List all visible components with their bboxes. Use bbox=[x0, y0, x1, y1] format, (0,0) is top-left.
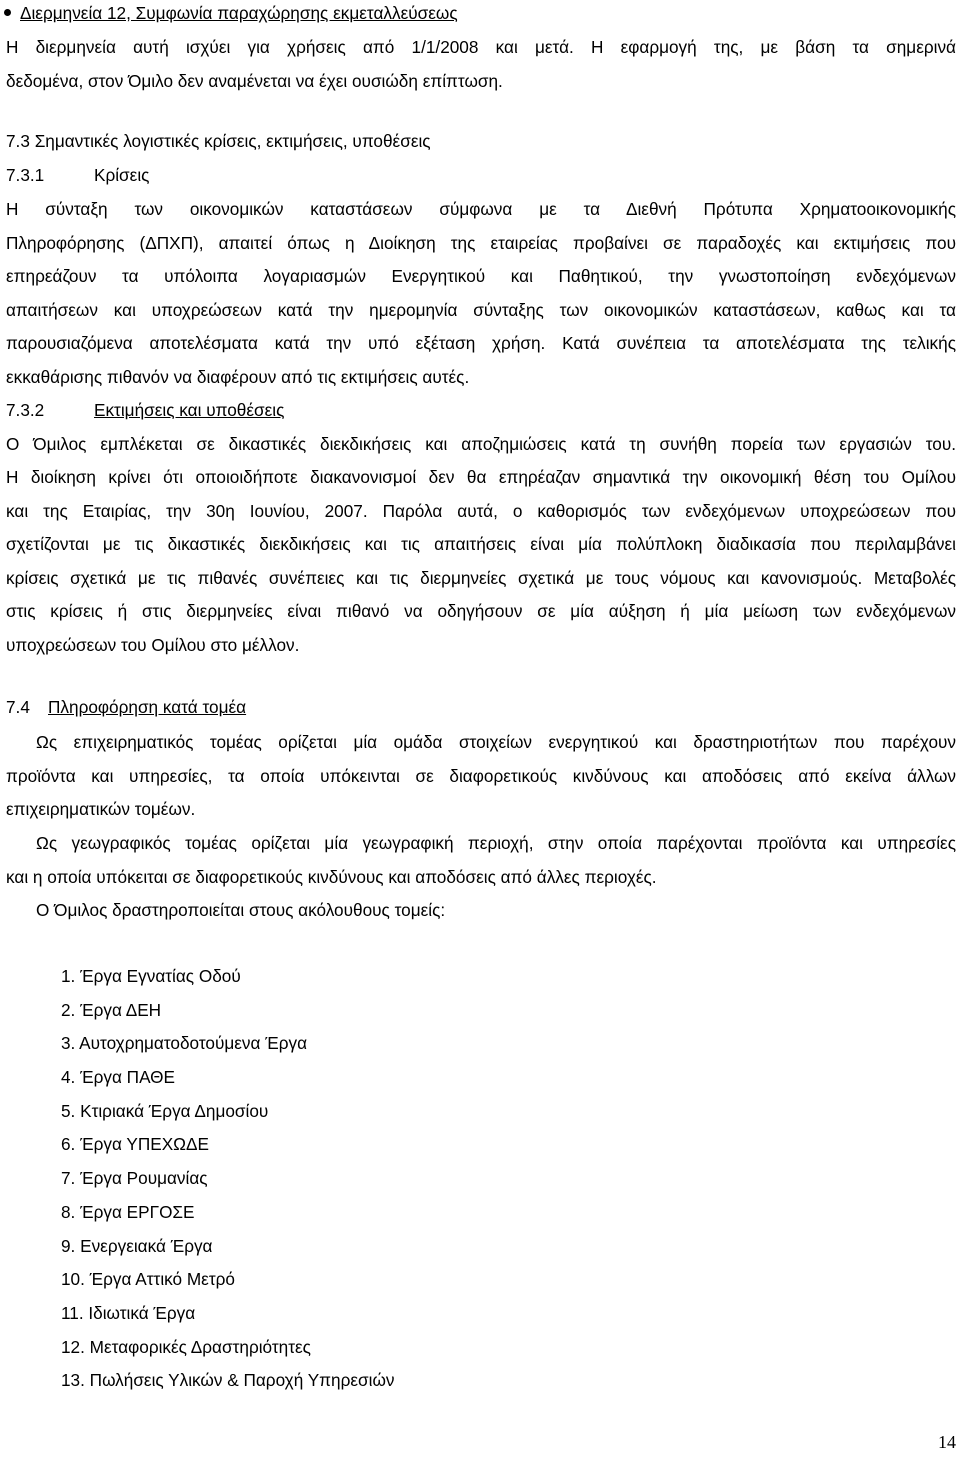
list-item: 7. Έργα Ρουμανίας bbox=[61, 1168, 208, 1189]
paragraph-line: σχετίζονται με τις δικαστικές διεκδικήσεις και τις απαιτήσεις είναι μία πολύπλοκη διαδικασία που περιλαμβάνει bbox=[6, 534, 956, 554]
list-item: 11. Ιδιωτικά Έργα bbox=[61, 1302, 196, 1323]
paragraph-line: υποχρεώσεων του Ομίλου στο μέλλον. bbox=[6, 635, 300, 655]
section-7-3-2-heading bbox=[6, 399, 956, 421]
paragraph-line: Η διοίκηση κρίνει ότι οποιοιδήποτε διακανονισμοί δεν θα επηρέαζαν σημαντικά την οικονομική θέση του Ομίλου bbox=[6, 467, 956, 487]
list-item: 2. Έργα ΔΕΗ bbox=[61, 999, 162, 1020]
section-number: 7.4 bbox=[6, 697, 30, 717]
section-title: Σημαντικές λογιστικές κρίσεις, εκτιμήσεις, υποθέσεις bbox=[34, 131, 431, 151]
section-title: Πληροφόρηση κατά τομέα bbox=[48, 697, 247, 717]
paragraph-line: Η διερμηνεία αυτή ισχύει για χρήσεις από 1/1/2008 και μετά. Η εφαρμογή της, με βάση τα σημερινά bbox=[6, 37, 956, 57]
paragraph-line: προϊόντα και υπηρεσίες, τα οποία υπόκεινται σε διαφορετικούς κινδύνους και αποδόσεις από εκείνα άλλων bbox=[6, 766, 956, 786]
paragraph-line: Η σύνταξη των οικονομικών καταστάσεων σύμφωνα με τα Διεθνή Πρότυπα Χρηματοοικονομικής bbox=[6, 199, 956, 219]
paragraph-line: Πληροφόρησης (ΔΠΧΠ), απαιτεί όπως η Διοίκηση της εταιρείας προβαίνει σε παραδοχές και εκτιμήσεις που bbox=[6, 233, 956, 253]
paragraph-line: και της Εταιρίας, την 30η Ιουνίου, 2007. Παρόλα αυτά, ο καθορισμός των ενδεχόμενων υποχρεώσεων που bbox=[6, 501, 956, 521]
interpretation-12-title: Διερμηνεία 12, Συμφωνία παραχώρησης εκμεταλλεύσεως bbox=[20, 3, 458, 23]
paragraph-line: δεδομένα, στον Όμιλο δεν αναμένεται να έχει ουσιώδη επίπτωση. bbox=[6, 71, 503, 91]
section-7-3-1-heading bbox=[6, 164, 956, 186]
segments-list bbox=[61, 965, 394, 1403]
segments-intro: Ο Όμιλος δραστηροποιείται στους ακόλουθους τομείς: bbox=[36, 900, 446, 920]
list-item: 4. Έργα ΠΑΘΕ bbox=[61, 1067, 176, 1088]
list-item: 9. Ενεργειακά Έργα bbox=[61, 1235, 213, 1256]
list-item: 10. Έργα Αττικό Μετρό bbox=[61, 1269, 235, 1290]
list-item: 3. Αυτοχρηματοδοτούμενα Έργα bbox=[61, 1033, 308, 1054]
list-item: 8. Έργα ΕΡΓΟΣΕ bbox=[61, 1201, 195, 1222]
paragraph-line: Ο Όμιλος εμπλέκεται σε δικαστικές διεκδικήσεις και αποζημιώσεις κατά τη συνήθη πορεία των εργασιών του. bbox=[6, 434, 956, 454]
bullet-heading bbox=[4, 2, 954, 24]
section-7-4-heading bbox=[6, 696, 956, 718]
list-item: 6. Έργα ΥΠΕΧΩΔΕ bbox=[61, 1134, 209, 1155]
section-number: 7.3 bbox=[6, 131, 30, 151]
paragraph-line: Ως γεωγραφικός τομέας ορίζεται μία γεωγραφική περιοχή, στην οποία παρέχονται προϊόντα και υπηρεσίες bbox=[36, 833, 956, 853]
list-item: 1. Έργα Εγνατίας Οδού bbox=[61, 966, 241, 986]
paragraph-line: επιχειρηματικών τομέων. bbox=[6, 799, 196, 819]
paragraph-line: Ως επιχειρηματικός τομέας ορίζεται μία ομάδα στοιχείων ενεργητικού και δραστηριοτήτων που παρέχουν bbox=[36, 732, 956, 752]
section-number: 7.3.2 bbox=[6, 400, 45, 420]
paragraph-line: κρίσεις σχετικά με τις πιθανές συνέπειες και τις διερμηνείες σχετικά με τους νόμους και κανονισμούς. Μεταβολές bbox=[6, 568, 956, 588]
page-number: 14 bbox=[938, 1432, 956, 1452]
paragraph-line: επηρεάζουν τα υπόλοιπα λογαριασμών Ενεργητικού και Παθητικού, την γνωστοποίηση ενδεχόμενων bbox=[6, 266, 956, 286]
section-title: Κρίσεις bbox=[94, 165, 150, 185]
list-item: 12. Μεταφορικές Δραστηριότητες bbox=[61, 1336, 311, 1357]
paragraph-line: απαιτήσεων και υποχρεώσεων κατά την ημερομηνία σύνταξης των οικονομικών καταστάσεων, καθως και τα bbox=[6, 300, 956, 320]
paragraph-line: παρουσιαζόμενα αποτελέσματα κατά την υπό εξέταση χρήση. Κατά συνέπεια τα αποτελέσματα της τελικής bbox=[6, 333, 956, 353]
paragraph-line: στις κρίσεις ή στις διερμηνείες είναι πιθανό να οδηγήσουν σε μία αύξηση ή μία μείωση των ενδεχόμενων bbox=[6, 601, 956, 621]
paragraph-line: και η οποία υπόκειται σε διαφορετικούς κινδύνους και αποδόσεις από άλλες περιοχές. bbox=[6, 867, 657, 887]
paragraph-line: εκκαθάρισης πιθανόν να διαφέρουν από τις εκτιμήσεις αυτές. bbox=[6, 367, 470, 387]
list-item: 5. Κτιριακά Έργα Δημοσίου bbox=[61, 1100, 269, 1121]
bullet-icon bbox=[4, 9, 11, 16]
section-7-3-heading bbox=[6, 130, 956, 152]
section-number: 7.3.1 bbox=[6, 165, 45, 185]
list-item: 13. Πωλήσεις Υλικών & Παροχή Υπηρεσιών bbox=[61, 1370, 395, 1391]
section-title: Εκτιμήσεις και υποθέσεις bbox=[94, 400, 285, 420]
